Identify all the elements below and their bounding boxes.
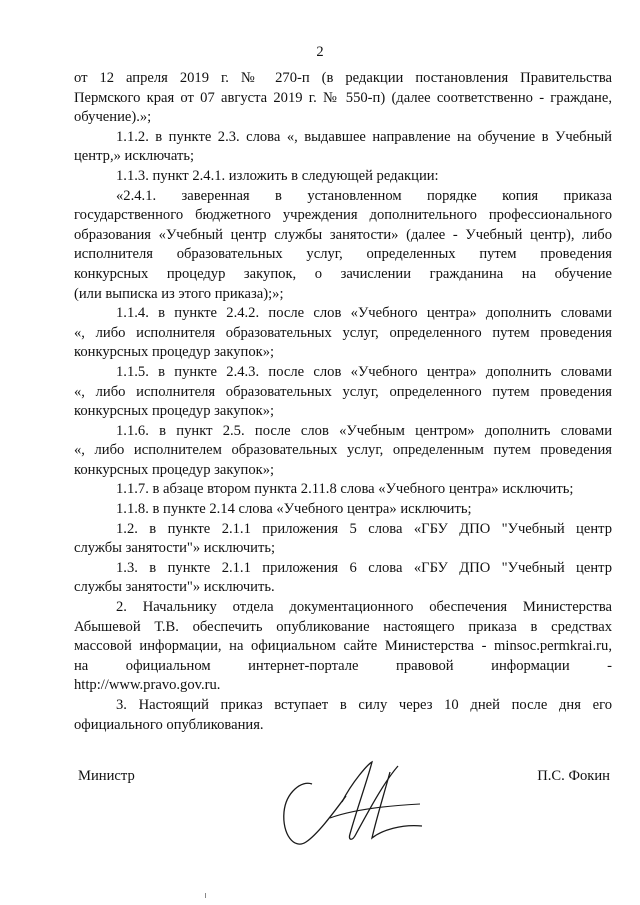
paragraph-line: конкурсных процедур закупок»;: [74, 344, 275, 361]
paragraph-line: службы занятости"» исключить.: [74, 579, 275, 596]
paragraph-line: «2.4.1. заверенная в установленном порядке копия приказа: [116, 187, 612, 204]
paragraph-line: массовой информации, на официальном сайте Министерства - minsoc.permkrai.ru,: [74, 638, 612, 655]
paragraph-line: государственного бюджетного учреждения дополнительного профессионального: [74, 207, 612, 224]
scan-mark: [205, 893, 206, 898]
handwritten-signature: [272, 742, 442, 862]
paragraph-line: Абышевой Т.В. обеспечить опубликование настоящего приказа в средствах: [74, 618, 612, 635]
paragraph-line: 3. Настоящий приказ вступает в силу через 10 дней после дня его: [116, 697, 612, 713]
paragraph-line: 1.1.3. пункт 2.4.1. изложить в следующей редакции:: [116, 167, 439, 184]
paragraph-line: официального опубликования.: [74, 716, 264, 733]
paragraph-line: «, либо исполнителя образовательных услуг, определенного путем проведения: [74, 383, 612, 400]
paragraph-line: образования «Учебный центр службы занятости» (далее - Учебный центр), либо: [74, 226, 612, 243]
paragraph-line: от 12 апреля 2019 г. № 270-п (в редакции постановления Правительства: [74, 70, 612, 86]
paragraph-line: 1.1.5. в пункте 2.4.3. после слов «Учебного центра» дополнить словами: [116, 363, 612, 380]
paragraph-line: http://www.pravo.gov.ru.: [74, 677, 221, 694]
paragraph-line: конкурсных процедур закупок»;: [74, 461, 275, 478]
document-body: [74, 69, 612, 735]
paragraph-line: «, либо исполнителем образовательных услуг, определенным путем проведения: [74, 442, 612, 459]
paragraph-line: конкурсных процедур закупок»;: [74, 403, 275, 420]
paragraph-line: 1.1.8. в пункте 2.14 слова «Учебного центра» исключить;: [116, 501, 472, 518]
paragraph-line: 1.1.2. в пункте 2.3. слова «, выдавшее направление на обучение в Учебный: [116, 128, 612, 145]
page-number: 2: [316, 44, 324, 60]
paragraph-line: центр,» исключать;: [74, 148, 195, 165]
paragraph-line: 1.1.4. в пункте 2.4.2. после слов «Учебного центра» дополнить словами: [116, 305, 612, 322]
paragraph-line: (или выписка из этого приказа);»;: [74, 285, 284, 302]
paragraph-line: «, либо исполнителя образовательных услуг, определенного путем проведения: [74, 324, 612, 341]
paragraph-line: Пермского края от 07 августа 2019 г. № 550-п) (далее соответственно - граждане,: [74, 89, 612, 106]
paragraph-line: 1.1.7. в абзаце втором пункта 2.11.8 слова «Учебного центра» исключить;: [116, 481, 574, 498]
signatory-name: П.С. Фокин: [537, 768, 610, 784]
paragraph-line: 1.3. в пункте 2.1.1 приложения 6 слова «ГБУ ДПО "Учебный центр: [116, 559, 612, 576]
paragraph-line: конкурсных процедур закупок, о зачислении гражданина на обучение: [74, 265, 612, 282]
paragraph-line: 1.1.6. в пункт 2.5. после слов «Учебным центром» дополнить словами: [116, 422, 612, 439]
paragraph-line: исполнителя образовательных услуг, определенных путем проведения: [74, 246, 612, 263]
paragraph-line: 2. Начальнику отдела документационного обеспечения Министерства: [116, 599, 612, 616]
paragraph-line: 1.2. в пункте 2.1.1 приложения 5 слова «ГБУ ДПО "Учебный центр: [116, 520, 612, 537]
signatory-title: Министр: [78, 768, 135, 784]
paragraph-line: на официальном интернет-портале правовой информации -: [74, 657, 612, 674]
paragraph-line: обучение).»;: [74, 109, 152, 126]
paragraph-line: службы занятости"» исключить;: [74, 540, 276, 557]
